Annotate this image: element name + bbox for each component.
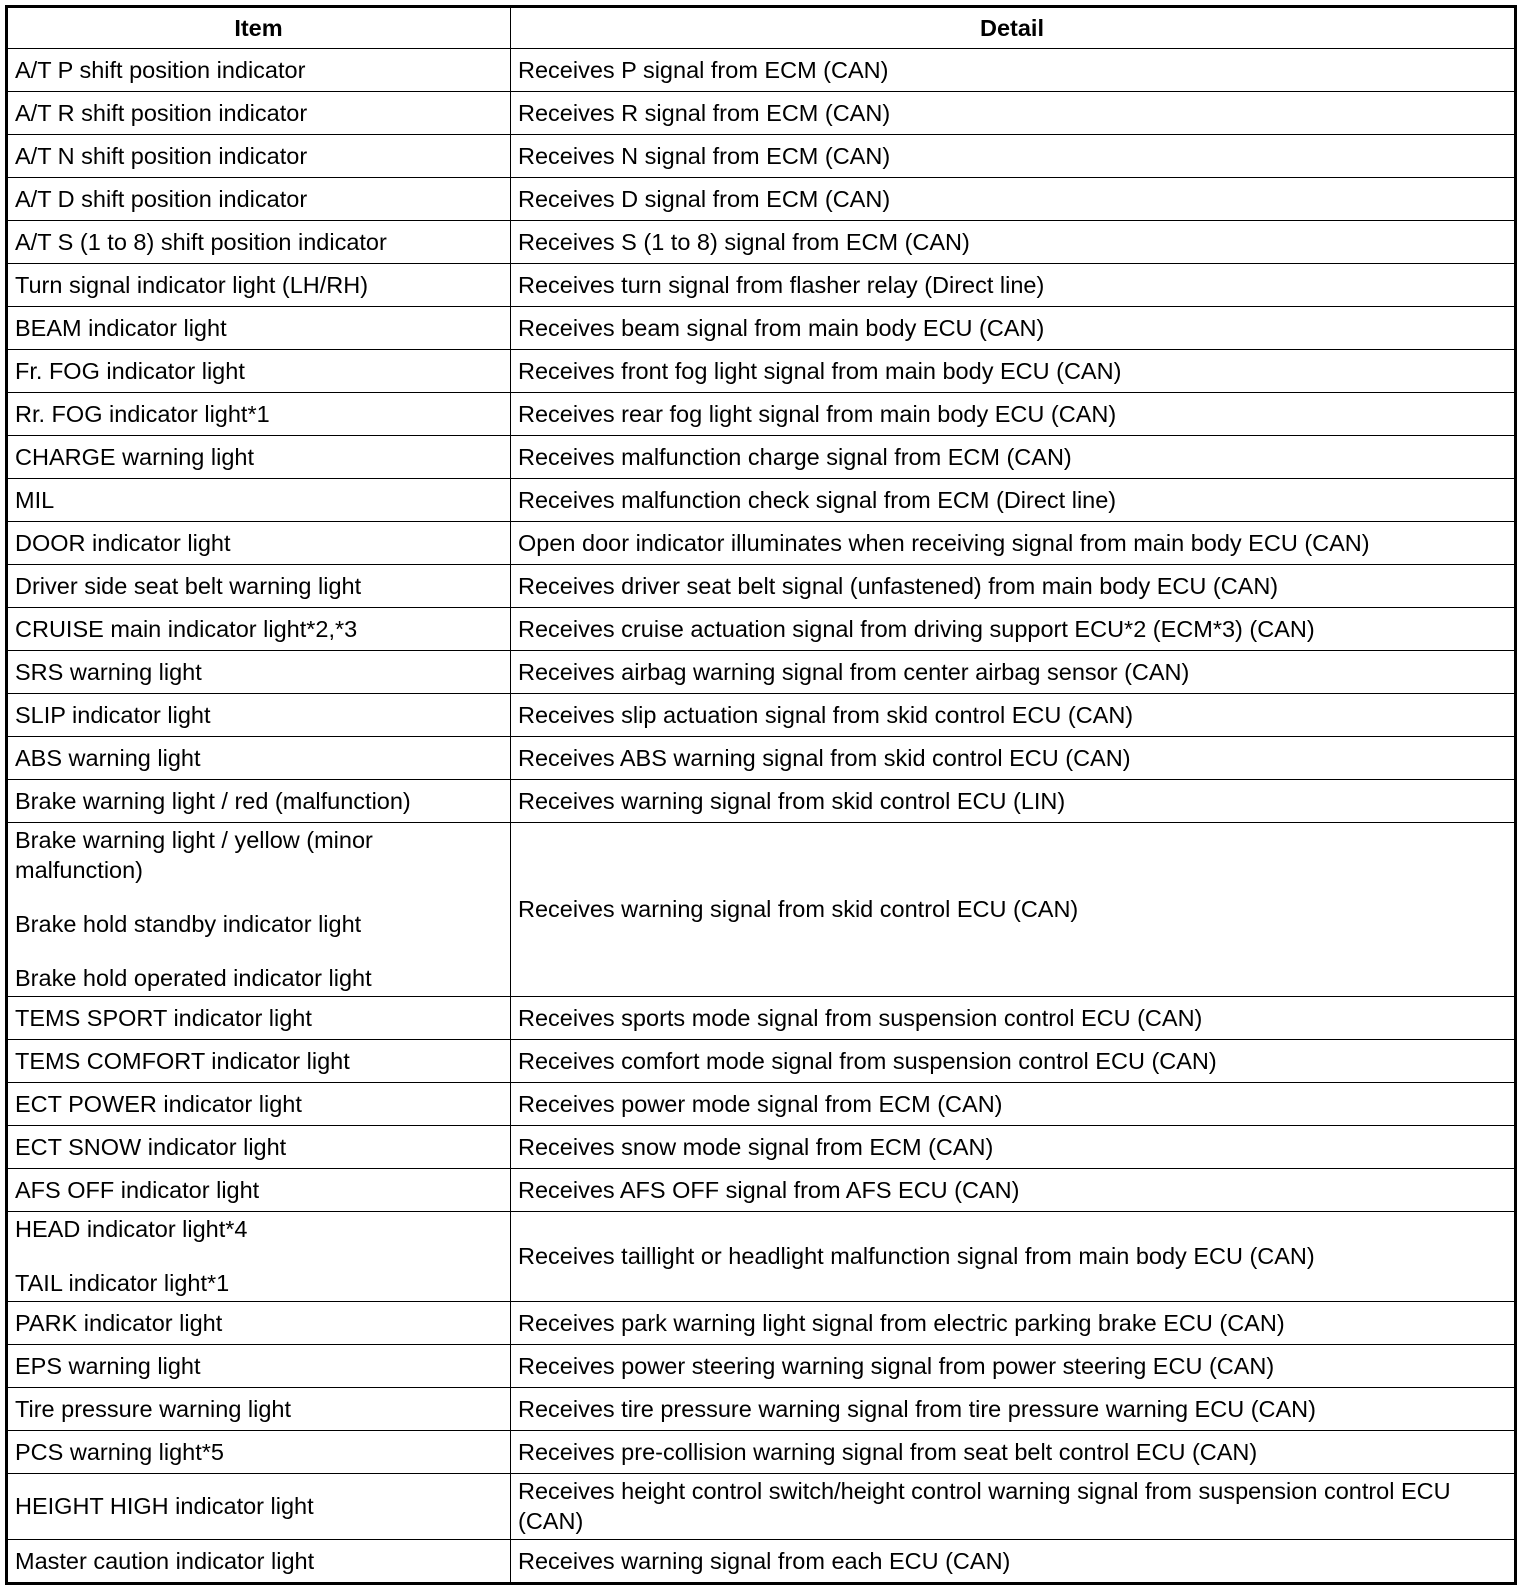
detail-cell: Receives power steering warning signal from power steering ECU (CAN) <box>511 1345 1516 1388</box>
table-row <box>7 1431 1516 1474</box>
item-cell <box>7 1169 511 1212</box>
item-text: PCS warning light*5 <box>15 1438 224 1465</box>
header-row <box>7 7 1516 49</box>
item-text: HEIGHT HIGH indicator light <box>15 1493 314 1519</box>
detail-cell: Open door indicator illuminates when receiving signal from main body ECU (CAN) <box>511 522 1516 565</box>
detail-cell: Receives D signal from ECM (CAN) <box>511 178 1516 221</box>
item-cell <box>7 1126 511 1169</box>
detail-cell: Receives airbag warning signal from center airbag sensor (CAN) <box>511 651 1516 694</box>
detail-cell: Receives cruise actuation signal from driving support ECU*2 (ECM*3) (CAN) <box>511 608 1516 651</box>
item-cell <box>7 1040 511 1083</box>
detail-cell: Receives beam signal from main body ECU (CAN) <box>511 307 1516 350</box>
detail-cell: Receives P signal from ECM (CAN) <box>511 49 1516 92</box>
table-row <box>7 307 1516 350</box>
detail-cell: Receives turn signal from flasher relay (Direct line) <box>511 264 1516 307</box>
table-row <box>7 1212 1516 1302</box>
table-row <box>7 436 1516 479</box>
item-text: Brake warning light / yellow (minor malfunction) <box>15 827 373 883</box>
item-text: SRS warning light <box>15 658 202 685</box>
table-row <box>7 694 1516 737</box>
item-cell <box>7 823 511 997</box>
item-cell <box>7 350 511 393</box>
table-row <box>7 737 1516 780</box>
item-text: SLIP indicator light <box>15 701 211 728</box>
item-cell <box>7 1540 511 1584</box>
item-text: Brake hold operated indicator light <box>15 965 372 991</box>
item-cell <box>7 307 511 350</box>
item-cell <box>7 1302 511 1345</box>
item-cell <box>7 780 511 823</box>
item-cell <box>7 608 511 651</box>
detail-cell: Receives power mode signal from ECM (CAN) <box>511 1083 1516 1126</box>
detail-cell: Receives warning signal from skid control ECU (LIN) <box>511 780 1516 823</box>
item-text: EPS warning light <box>15 1352 201 1379</box>
item-text: Driver side seat belt warning light <box>15 572 362 599</box>
item-text: A/T D shift position indicator <box>15 185 308 212</box>
table-row <box>7 1126 1516 1169</box>
item-text: MIL <box>15 486 55 513</box>
detail-cell: Receives front fog light signal from main body ECU (CAN) <box>511 350 1516 393</box>
item-cell <box>7 1212 511 1302</box>
item-text: HEAD indicator light*4 <box>15 1216 248 1242</box>
detail-cell: Receives S (1 to 8) signal from ECM (CAN) <box>511 221 1516 264</box>
item-text: Fr. FOG indicator light <box>15 357 245 384</box>
detail-cell: Receives height control switch/height control warning signal from suspension control ECU (CAN) <box>511 1474 1516 1540</box>
item-cell <box>7 1431 511 1474</box>
table-row <box>7 264 1516 307</box>
item-cell <box>7 1388 511 1431</box>
column-header-item: Item <box>7 7 511 49</box>
item-cell <box>7 92 511 135</box>
table-row <box>7 1040 1516 1083</box>
item-cell <box>7 393 511 436</box>
table-row <box>7 522 1516 565</box>
item-cell <box>7 135 511 178</box>
detail-cell: Receives comfort mode signal from suspension control ECU (CAN) <box>511 1040 1516 1083</box>
table-body <box>7 49 1516 1584</box>
item-cell <box>7 651 511 694</box>
item-text: AFS OFF indicator light <box>15 1176 260 1203</box>
item-cell <box>7 49 511 92</box>
indicator-spec-table <box>5 5 1517 1585</box>
item-text: DOOR indicator light <box>15 529 231 556</box>
item-cell <box>7 565 511 608</box>
detail-cell: Receives snow mode signal from ECM (CAN) <box>511 1126 1516 1169</box>
detail-cell: Receives driver seat belt signal (unfastened) from main body ECU (CAN) <box>511 565 1516 608</box>
table-row <box>7 1083 1516 1126</box>
detail-cell: Receives tire pressure warning signal from tire pressure warning ECU (CAN) <box>511 1388 1516 1431</box>
item-cell <box>7 1474 511 1540</box>
table-row <box>7 565 1516 608</box>
item-cell <box>7 436 511 479</box>
table-row <box>7 1388 1516 1431</box>
table-header <box>7 7 1516 49</box>
item-cell <box>7 178 511 221</box>
item-cell <box>7 1345 511 1388</box>
table-row <box>7 823 1516 997</box>
detail-cell: Receives pre-collision warning signal from seat belt control ECU (CAN) <box>511 1431 1516 1474</box>
item-text: Rr. FOG indicator light*1 <box>15 400 270 427</box>
item-text: ABS warning light <box>15 744 201 771</box>
detail-cell: Receives R signal from ECM (CAN) <box>511 92 1516 135</box>
table-row <box>7 221 1516 264</box>
item-text: TEMS SPORT indicator light <box>15 1004 312 1031</box>
item-text: Turn signal indicator light (LH/RH) <box>15 271 369 298</box>
item-cell <box>7 221 511 264</box>
item-cell <box>7 694 511 737</box>
table-row <box>7 1540 1516 1584</box>
table-row <box>7 350 1516 393</box>
detail-cell: Receives rear fog light signal from main body ECU (CAN) <box>511 393 1516 436</box>
item-cell <box>7 479 511 522</box>
item-text: ECT POWER indicator light <box>15 1090 302 1117</box>
table-row <box>7 393 1516 436</box>
table-row <box>7 780 1516 823</box>
detail-cell: Receives ABS warning signal from skid control ECU (CAN) <box>511 737 1516 780</box>
detail-cell: Receives AFS OFF signal from AFS ECU (CAN) <box>511 1169 1516 1212</box>
item-text: CRUISE main indicator light*2,*3 <box>15 615 358 642</box>
table-row <box>7 178 1516 221</box>
table-row <box>7 1169 1516 1212</box>
item-cell <box>7 1083 511 1126</box>
item-text: A/T R shift position indicator <box>15 99 308 126</box>
table-row <box>7 608 1516 651</box>
table-row <box>7 135 1516 178</box>
item-text: A/T P shift position indicator <box>15 56 306 83</box>
item-text: CHARGE warning light <box>15 443 255 470</box>
table-row <box>7 479 1516 522</box>
item-text: PARK indicator light <box>15 1309 223 1336</box>
table-row <box>7 1474 1516 1540</box>
detail-cell: Receives warning signal from skid control ECU (CAN) <box>511 823 1516 997</box>
column-header-detail: Detail <box>511 7 1516 49</box>
item-text: A/T S (1 to 8) shift position indicator <box>15 228 387 255</box>
item-cell <box>7 997 511 1040</box>
table-row <box>7 1345 1516 1388</box>
table-row <box>7 49 1516 92</box>
item-text: Brake warning light / red (malfunction) <box>15 787 411 814</box>
detail-cell: Receives slip actuation signal from skid control ECU (CAN) <box>511 694 1516 737</box>
item-text: A/T N shift position indicator <box>15 142 308 169</box>
table-row <box>7 651 1516 694</box>
detail-cell: Receives N signal from ECM (CAN) <box>511 135 1516 178</box>
detail-cell: Receives taillight or headlight malfunction signal from main body ECU (CAN) <box>511 1212 1516 1302</box>
table-row <box>7 1302 1516 1345</box>
item-cell <box>7 737 511 780</box>
item-text: Master caution indicator light <box>15 1547 315 1574</box>
item-text: ECT SNOW indicator light <box>15 1133 287 1160</box>
item-text: Tire pressure warning light <box>15 1395 292 1422</box>
detail-cell: Receives malfunction check signal from ECM (Direct line) <box>511 479 1516 522</box>
item-cell <box>7 264 511 307</box>
table-row <box>7 997 1516 1040</box>
detail-cell: Receives warning signal from each ECU (CAN) <box>511 1540 1516 1584</box>
item-text: TEMS COMFORT indicator light <box>15 1047 350 1074</box>
item-cell <box>7 522 511 565</box>
item-text: Brake hold standby indicator light <box>15 911 362 937</box>
detail-cell: Receives malfunction charge signal from ECM (CAN) <box>511 436 1516 479</box>
item-text: TAIL indicator light*1 <box>15 1270 230 1296</box>
item-text: BEAM indicator light <box>15 314 227 341</box>
table-row <box>7 92 1516 135</box>
detail-cell: Receives sports mode signal from suspension control ECU (CAN) <box>511 997 1516 1040</box>
detail-cell: Receives park warning light signal from electric parking brake ECU (CAN) <box>511 1302 1516 1345</box>
